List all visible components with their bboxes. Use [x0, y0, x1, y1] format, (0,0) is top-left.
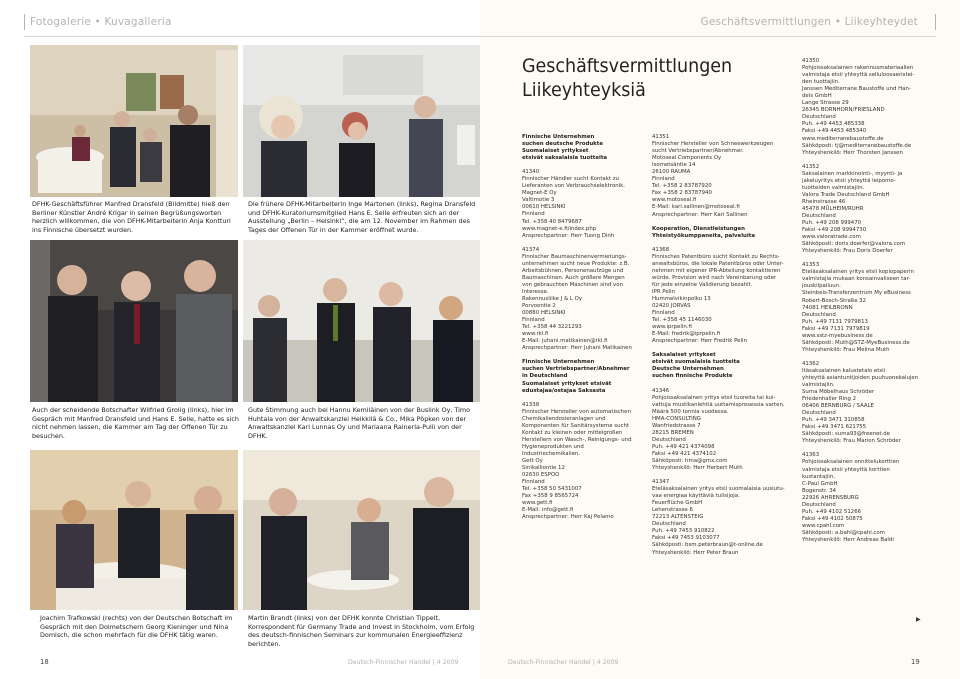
- listing-line: Deutschland: [802, 212, 836, 219]
- listing-line: Ansprechpartner: Herr Juhani Matikainen: [522, 345, 632, 352]
- listing-line: Valora Trade Deutschland GmbH: [802, 191, 890, 198]
- listing-line: Sähköposti: tj@mediterranebaustoffe.de: [802, 142, 912, 149]
- listing-line: Wanfriedstrasse 7: [652, 422, 701, 429]
- listing-line: Finnland: [522, 211, 545, 218]
- listing-line: www.motoseal.fi: [652, 197, 697, 204]
- listing-line: Tel. +358 45 1146030: [652, 317, 712, 324]
- listing-line: 22926 AHRENSBURG: [802, 494, 859, 501]
- category-heading: [522, 134, 644, 162]
- listing-line: Sähköposti: doris.doerfer@valora.com: [802, 241, 906, 248]
- listing-line: www.magnet-e.fi/index.php: [522, 225, 597, 232]
- listing-line: Baumaschinen. Auch größere Mengen: [522, 274, 625, 281]
- listing-line: Finnisches Patentbüro sucht Kontakt zu Rechts-: [652, 253, 780, 260]
- listing-line: vattuja mustikanlehtiä uuttamisprosessia varten.: [652, 401, 785, 408]
- listing-line: Pohjoissaksalainen rakennusmateriaalien: [802, 65, 914, 72]
- caption-photo-5: Joachim Trafkowski (rechts) von der Deutschen Botschaft im Gespräch mit den Dolmetschern Georg Kieninger und Nina Domisch, die schon mehrfach für die DFHK tätig waren.: [40, 614, 233, 640]
- listing-line: für jede einzelne Validierung bezahlt.: [652, 281, 753, 288]
- category-heading-line: edustajaa/ostajaa Saksasta: [522, 387, 606, 394]
- category-heading-line: Deutsche Unternehmen: [652, 366, 724, 373]
- listing-line: Deutschland: [802, 311, 836, 318]
- listing-line: 74081 HEILBRONN: [802, 304, 853, 311]
- listing-line: anwaltsbüros, die lokale Patentbüros oder Unter-: [652, 260, 784, 267]
- listing-line: Friedenhaller Ring 2: [802, 396, 857, 403]
- listing-line: Deutschland: [802, 114, 836, 121]
- photo-seminar-discussion: [243, 450, 480, 610]
- listing-line: Interesse.: [522, 288, 549, 295]
- listing-line: Deutschland: [652, 521, 686, 528]
- listing-id: 41340: [522, 169, 540, 176]
- listing-line: nehmen mit eigener IPR-Abteilung kontaktieren: [652, 267, 781, 274]
- listing-line: Saksalainen markkinointi-, myynti- ja: [802, 170, 903, 177]
- listing-line: 02630 ESPOO: [522, 472, 560, 479]
- listing-line: Yhteyshenkilö: Frau Melina Muth: [802, 346, 890, 353]
- listing-entry: [652, 388, 790, 473]
- listing-line: Lehenstrasse 6: [652, 507, 693, 514]
- listing-line: Faksi +49 7453 9103077: [652, 535, 720, 542]
- listing-line: Hygieneprodukten und: [522, 443, 584, 450]
- listing-line: valmistaja etsii yhteyttä selluloosaeristei-: [802, 72, 915, 79]
- listing-line: Lange Strasse 29: [802, 100, 849, 107]
- category-heading-line: suchen Vertriebspartner/Abnehmer: [522, 366, 630, 373]
- listing-line: Faksi +49 421 4374102: [652, 450, 717, 457]
- listing-line: Puh. +49 3471 310858: [802, 417, 865, 424]
- listing-column-2: [652, 134, 790, 564]
- listing-line: kustantajiin.: [802, 473, 836, 480]
- listing-line: unternehmen sucht neue Produkte: z.B.: [522, 260, 630, 267]
- listing-id: 41338: [522, 401, 540, 408]
- listing-line: 26100 RAUMA: [652, 169, 691, 176]
- listing-line: Tel. +358 2 83787920: [652, 183, 712, 190]
- listing-line: Magnet-E Oy: [522, 190, 557, 197]
- listing-line: Finnischer Hersteller von Schneewerkzeugen: [652, 141, 774, 148]
- listing-line: Sähköposti: Muth@STZ-MyeBusiness.de: [802, 339, 910, 346]
- listing-entry: [802, 452, 932, 544]
- listing-line: 26345 BORNHORN/FRIESLAND: [802, 107, 885, 114]
- listing-id: 41346: [652, 387, 670, 394]
- category-heading-line: suchen deutsche Produkte: [522, 141, 603, 148]
- category-heading-line: Kooperation, Dienstleistungen: [652, 225, 745, 232]
- listing-line: Sähköposti: suma93@freenet.de: [802, 431, 890, 438]
- listing-line: IPR Pelin: [652, 288, 676, 295]
- listing-line: Ansprechpartner: Herr Fredrik Pelin: [652, 338, 747, 345]
- caption-photo-4: Gute Stimmung auch bei Hannu Kemiläinen von der Buslink Oy, Timo Huhtala von der Anwaltskanzlei Heikkilä & Co., Mika Pöpken von der Anwaltskanzlei Kari Lunnas Oy und Mariaana Rainerla-Pulli von der DFHK.: [248, 406, 471, 440]
- listing-line: Finnischer Hersteller von automatischen: [522, 408, 631, 415]
- listing-line: Fax +358 2 83787940: [652, 190, 712, 197]
- listing-line: Deutschland: [802, 501, 836, 508]
- listing-line: Finnischer Baumaschinenvermietungs-: [522, 253, 627, 260]
- listing-line: sucht Vertriebspartner/Abnehmer.: [652, 148, 744, 155]
- listing-line: jouskilpailuun.: [802, 283, 841, 290]
- listing-column-3: [802, 58, 932, 551]
- listing-line: tuotteiden valmistajiin.: [802, 184, 865, 191]
- listing-line: Ansprechpartner: Herr Tuong Dinh: [522, 232, 615, 239]
- listing-line: Puh. +49 7131 7979813: [802, 318, 868, 325]
- category-heading-line: suchen finnische Produkte: [652, 373, 733, 380]
- listing-line: C-Paul GmbH: [802, 480, 838, 487]
- listing-line: Herstellern von Wasch-, Reinigungs- und: [522, 436, 632, 443]
- listing-line: Rakennusliike J & L Oy: [522, 295, 583, 302]
- listing-id: 41352: [802, 163, 820, 170]
- section-header-left: Fotogalerie • Kuvagalleria: [30, 16, 172, 28]
- page-title-fi: Liikeyhteyksiä: [522, 79, 646, 101]
- listing-line: 00880 HELSINKI: [522, 310, 566, 317]
- listing-line: Pohjoissaksalainen yritys etsii tuoreita tai kui-: [652, 394, 776, 401]
- category-heading-line: Finnische Unternehmen: [522, 134, 595, 140]
- listing-line: dels GmbH: [802, 93, 832, 100]
- listing-entry: [802, 164, 932, 256]
- photo-exhibition-visitors: [243, 45, 480, 197]
- listing-line: Komponenten für Sanitärsysteme sucht: [522, 422, 629, 429]
- listing-line: Isometsäntie 14: [652, 162, 696, 169]
- category-heading-line: Yhteistyökumppaneita, palveluita: [652, 232, 755, 239]
- listing-line: Ansprechpartner: Herr Kaj Pelamo: [522, 514, 614, 521]
- section-header-right: Geschäftsvermittlungen • Liikeyhteydet: [700, 16, 918, 28]
- category-heading-line: Saksalaiset yritykset: [652, 352, 716, 359]
- listing-line: HMA-CONSULTING: [652, 415, 701, 422]
- listing-line: Deutschland: [802, 410, 836, 417]
- listing-line: Yhteyshenkilö: Herr Thorsten Janssen: [802, 149, 903, 156]
- listing-line: Pohjoissaksalainen onnittelukorttien: [802, 459, 900, 466]
- listing-line: E-Mail: juhani.matikainen@rkl.fi: [522, 338, 608, 345]
- listing-line: valmistajiin.: [802, 382, 835, 389]
- page-title-de: Geschäftsvermittlungen: [522, 55, 733, 77]
- listing-line: Eteläsaksalainen yritys etsii suomalaisia uusiutu-: [652, 486, 785, 493]
- listing-line: von gebrauchten Maschinen sind von: [522, 281, 623, 288]
- listing-id: 41374: [522, 246, 540, 253]
- category-heading-line: Suomalaiset yritykset: [522, 148, 589, 155]
- header-rule-left-tick: [24, 14, 25, 30]
- caption-photo-1: DFHK-Geschäftsführer Manfred Dransfeld (Bildmitte) hieß den Berliner Künstler André Krigar in seinen Begrüßungsworten herzlich willkommen, die von DFHK-Mitarbeiterin Anja Kontturi ins Finnische übersetzt wurden.: [32, 200, 231, 234]
- listing-line: Määrä 500 tonnia vuodessa.: [652, 408, 729, 415]
- listing-line: vaa energiaa käyttäviä tulisijoja.: [652, 493, 740, 500]
- listing-line: Gett Oy: [522, 457, 543, 464]
- listing-line: Faksi +49 7131 7979819: [802, 325, 870, 332]
- listing-line: Fax +358 9 8565724: [522, 493, 579, 500]
- listing-line: Chemikaliendosieranlagen und: [522, 415, 606, 422]
- listing-line: Industriechemikalien.: [522, 450, 581, 457]
- listing-line: Sähköposti: hma@gmx.com: [652, 457, 728, 464]
- listing-line: Finnland: [522, 479, 545, 486]
- listing-entry: [652, 479, 790, 557]
- listing-line: Porvoontie 2: [522, 303, 556, 310]
- listing-line: Tel. +358 50 5431007: [522, 486, 582, 493]
- listing-line: www.gett.fi: [522, 500, 553, 507]
- category-heading-line: Suomalaiset yritykset etsivät: [522, 380, 612, 387]
- listing-entry: [522, 247, 644, 353]
- listing-entry: [652, 247, 790, 346]
- listing-line: Finnland: [652, 176, 675, 183]
- listing-line: Yhteyshenkilö: Herr Andreas Baldi: [802, 537, 894, 543]
- listing-line: würde. Provision wird nach Vereinbarung oder: [652, 274, 777, 281]
- listing-id: 41368: [652, 246, 670, 253]
- listing-line: Puh. +49 7453 910822: [652, 528, 715, 535]
- listing-line: Motoseal Components Oy: [652, 155, 722, 162]
- listing-line: valmistajia mukaan konsainvaliseen tar-: [802, 276, 911, 283]
- caption-photo-3: Auch der scheidende Botschafter Wilfried Grolig (links), hier im Gespräch mit Manfred Dransfeld und Hans E. Selle, hatte es sich nicht nehmen lassen, die Kammer am Tag der Offenen Tür zu besuchen.: [32, 406, 239, 440]
- listing-line: Hummelvikinpolku 13: [652, 295, 711, 302]
- header-rule-right: [480, 36, 936, 37]
- page-title: [522, 54, 733, 102]
- listing-line: www.cpahl.com: [802, 522, 845, 529]
- listing-line: Yhteyshenkilö: Herr Herbert Muth: [652, 465, 743, 472]
- photo-ambassador-conversation: [30, 240, 238, 402]
- photo-reception-berlin-artist: [30, 45, 238, 197]
- header-rule-right-tick: [935, 14, 936, 30]
- listing-line: Yhteyshenkilö: Herr Peter Braun: [652, 549, 739, 556]
- caption-photo-2: Die frühere DFHK-Mitarbeiterin Inge Martonen (links), Regina Dransfeld und DFHK-Kuratoriumsmitglied Hans E. Selle erfreuten sich an der Ausstellung „Berlin – Helsinki“, die am 12. November im Rahmen des Tages der Offenen Tür in der Kammer eröffnet wurde.: [248, 200, 476, 234]
- listing-line: Faksi +49 4453 485340: [802, 128, 867, 135]
- listing-line: www.iprpelin.fi: [652, 324, 692, 331]
- listing-line: Faksi +49 208 9994730: [802, 227, 867, 234]
- caption-photo-6: Martin Brandt (links) von der DFHK konnte Christian Tippelt, Korrespondent für Germany Trade and Invest in Stockholm, vom Erfolg des deutsch-finnischen Seminars zur kommunalen Energieeffizienz berichten.: [248, 614, 475, 648]
- header-rule-left: [24, 36, 480, 37]
- continue-arrow-icon: ▶: [916, 616, 921, 623]
- listing-line: www.valoratrade.com: [802, 234, 861, 241]
- listing-id: 41362: [802, 360, 820, 367]
- listing-line: Suma Möbelhaus Schröder: [802, 389, 875, 396]
- listing-line: yhteyttä asiantuntijoiden puuhuonekalujen: [802, 374, 919, 381]
- listing-line: Sinikalliontie 12: [522, 465, 565, 472]
- listing-line: Bogenstr. 34: [802, 487, 837, 494]
- listing-line: Kontakt zu kleinen oder mittelgroßen: [522, 429, 623, 436]
- listing-entry: [522, 402, 644, 522]
- category-heading-line: in Deutschland: [522, 373, 568, 380]
- category-heading-line: etsivät suomalaisia tuotteita: [652, 359, 740, 366]
- listing-line: Finnland: [652, 310, 675, 317]
- listing-line: Puh. +49 208 999470: [802, 220, 862, 227]
- category-heading-line: etsivät saksalaisia tuotteita: [522, 155, 608, 162]
- category-heading-line: Finnische Unternehmen: [522, 359, 595, 366]
- listing-id: 41363: [802, 452, 820, 459]
- listing-line: 00610 HELSINKI: [522, 204, 566, 211]
- listing-line: 06406 BERNBURG / SAALE: [802, 403, 875, 410]
- page-number-right: 19: [911, 658, 920, 666]
- listing-line: 02420 JORVAS: [652, 303, 691, 310]
- listing-line: Janssen Mediterrane Baustoffe und Han-: [802, 86, 911, 93]
- magazine-footer-right: Deutsch-Finnischer Handel | 4 2009: [508, 659, 619, 666]
- listing-line: Puh. +49 4453 485338: [802, 121, 865, 128]
- listing-entry: [802, 262, 932, 354]
- listing-entry: [802, 361, 932, 446]
- listing-line: Puh. +49 421 4374098: [652, 443, 715, 450]
- listing-line: Finnischer Händler sucht Kontakt zu: [522, 176, 619, 183]
- photo-guests-group: [243, 240, 480, 402]
- listing-id: 41350: [802, 58, 820, 64]
- listing-line: Valtimotie 3: [522, 197, 555, 204]
- listing-line: Yhteyshenkilö: Frau Doris Doerfer: [802, 248, 893, 255]
- listing-line: Feuerflüche GmbH: [652, 500, 703, 507]
- listing-line: Steinbeis-Transferzentrum My eBusiness: [802, 290, 911, 297]
- listing-id: 41347: [652, 479, 670, 486]
- listing-line: Faksi +49 4102 50875: [802, 515, 863, 522]
- photo-embassy-interpreters: [30, 450, 238, 610]
- listing-id: 41353: [802, 262, 820, 269]
- listing-line: Rheinstrasse 46: [802, 198, 846, 205]
- listing-column-1: [522, 134, 644, 528]
- listing-line: E-Mail: fredrik@iprpelin.fi: [652, 331, 721, 338]
- listing-line: www.sstz-myebusiness.de: [802, 332, 873, 339]
- category-heading: [652, 226, 790, 240]
- listing-line: Tel. +358 44 3221293: [522, 324, 582, 331]
- listing-line: 28215 BREMEN: [652, 429, 694, 436]
- listing-line: den tuottajiin.: [802, 79, 840, 86]
- listing-line: jakeluyritys etsii yhteyttä leipomo-: [802, 177, 896, 184]
- listing-line: Finnland: [522, 317, 545, 324]
- category-heading: [522, 359, 644, 394]
- listing-line: valmistaja etsii yhteyttä korttien: [802, 466, 890, 473]
- listing-line: Puh. +49 4102 51266: [802, 508, 862, 515]
- listing-line: Eteläsaksalainen yritys etsii kopiopaperin: [802, 269, 914, 276]
- listing-line: Yhteyshenkilö: Frau Marion Schröder: [802, 438, 901, 445]
- listing-line: 72213 ALTENSTEIG: [652, 514, 704, 521]
- listing-line: Sähköposti: bsm.peterbraun@t-online.de: [652, 542, 763, 549]
- listing-line: Ansprechpartner: Herr Kari Sallinen: [652, 211, 748, 218]
- page-number-left: 18: [40, 658, 49, 666]
- listing-line: E-Mail: kari.sallinen@motoseal.fi: [652, 204, 740, 211]
- listing-line: Itäsaksalainen kalustetalo etsii: [802, 367, 886, 374]
- listing-line: Arbeitsbühnen, Personenaufzüge und: [522, 267, 624, 274]
- listing-line: E-Mail: info@gett.fi: [522, 507, 574, 514]
- listing-line: www.mediterranebaustoffe.de: [802, 135, 884, 142]
- listing-line: Faksi +49 3471 621755: [802, 424, 867, 431]
- listing-entry: [652, 134, 790, 219]
- listing-line: Deutschland: [652, 436, 686, 443]
- listing-line: 45478 MÜLHEIM/RUHR: [802, 205, 864, 212]
- listing-line: Sähköposti: a.bahl@cpahl.com: [802, 529, 885, 536]
- listing-id: 41351: [652, 134, 670, 140]
- listing-line: www.rkl.fi: [522, 331, 549, 338]
- category-heading: [652, 352, 790, 380]
- listing-line: Tel. +358 40 8479687: [522, 218, 582, 225]
- listing-entry: [802, 58, 932, 157]
- magazine-footer-left: Deutsch-Finnischer Handel | 4 2009: [348, 659, 459, 666]
- listing-line: Robert-Bosch-Straße 32: [802, 297, 867, 304]
- listing-line: Lieferanten von Verbrauchselektronik.: [522, 183, 626, 190]
- listing-entry: [522, 169, 644, 239]
